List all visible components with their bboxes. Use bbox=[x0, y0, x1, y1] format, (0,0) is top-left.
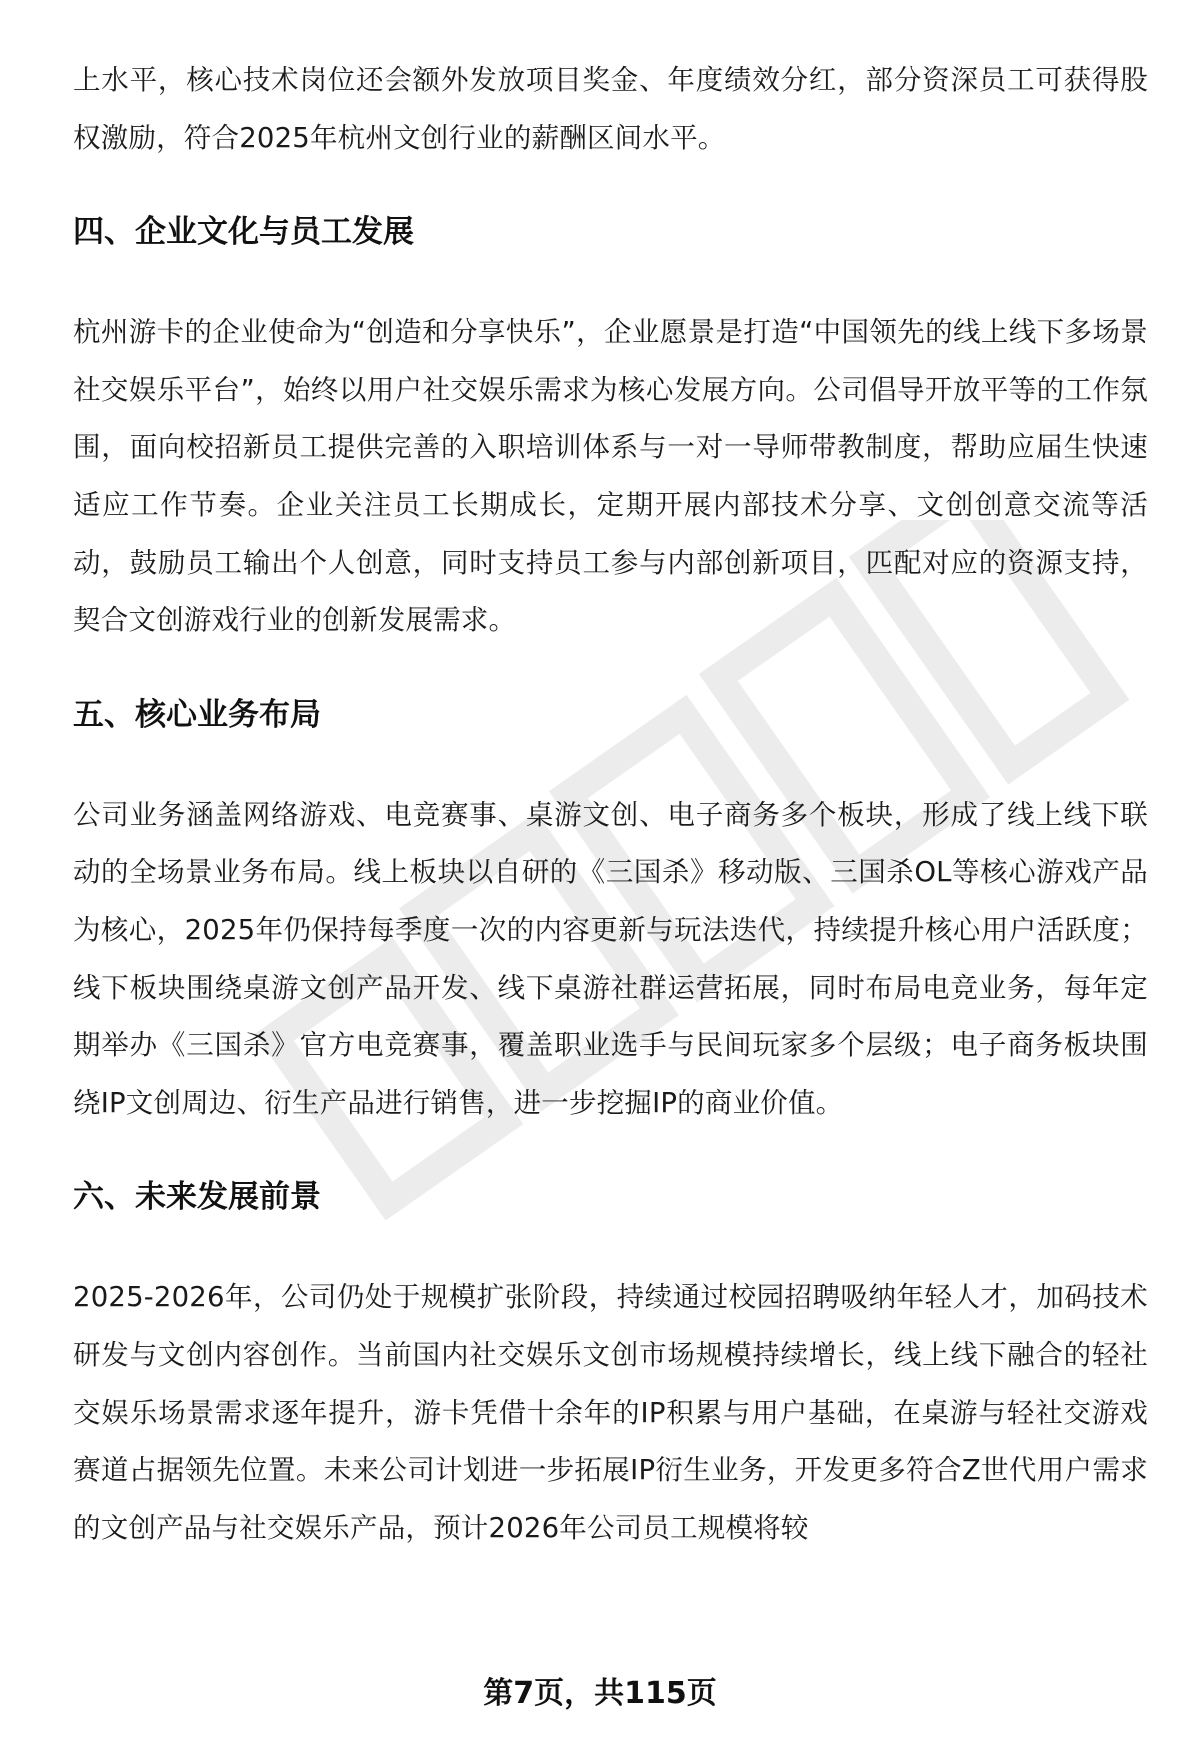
page-number: 第7页，共115页 bbox=[483, 1676, 717, 1711]
section-heading-culture: 四、企业文化与员工发展 bbox=[73, 214, 414, 251]
section-heading-prospects: 六、未来发展前景 bbox=[73, 1179, 321, 1216]
document-body bbox=[73, 52, 1148, 1557]
section-heading-business: 五、核心业务布局 bbox=[73, 696, 321, 733]
paragraph-prospects: 2025-2026年，公司仍处于规模扩张阶段，持续通过校园招聘吸纳年轻人才，加码技术研发与文创内容创作。当前国内社交娱乐文创市场规模持续增长，线上线下融合的轻社交娱乐场景需求逐年提升，游卡凭借十余年的IP积累与用户基础，在桌游与轻社交游戏赛道占据领先位置。未来公司计划进一步拓展IP衍生业务，开发更多符合Z世代用户需求的文创产品与社交娱乐产品，预计2026年公司员工规模将较 bbox=[73, 1281, 1148, 1544]
paragraph-business: 公司业务涵盖网络游戏、电竞赛事、桌游文创、电子商务多个板块，形成了线上线下联动的全场景业务布局。线上板块以自研的《三国杀》移动版、三国杀OL等核心游戏产品为核心，2025年仍保持每季度一次的内容更新与玩法迭代，持续提升核心用户活跃度；线下板块围绕桌游文创产品开发、线下桌游社群运营拓展，同时布局电竞业务，每年定期举办《三国杀》官方电竞赛事，覆盖职业选手与民间玩家多个层级；电子商务板块围绕IP文创周边、衍生产品进行销售，进一步挖掘IP的商业价值。 bbox=[73, 798, 1148, 1119]
paragraph-salary-continued: 上水平，核心技术岗位还会额外发放项目奖金、年度绩效分红，部分资深员工可获得股权激励，符合2025年杭州文创行业的薪酬区间水平。 bbox=[73, 64, 1148, 154]
paragraph-culture: 杭州游卡的企业使命为“创造和分享快乐”，企业愿景是打造“中国领先的线上线下多场景社交娱乐平台”，始终以用户社交娱乐需求为核心发展方向。公司倡导开放平等的工作氛围，面向校招新员工提供完善的入职培训体系与一对一导师带教制度，帮助应届生快速适应工作节奏。企业关注员工长期成长，定期开展内部技术分享、文创创意交流等活动，鼓励员工输出个人创意，同时支持员工参与内部创新项目，匹配对应的资源支持，契合文创游戏行业的创新发展需求。 bbox=[73, 316, 1148, 637]
